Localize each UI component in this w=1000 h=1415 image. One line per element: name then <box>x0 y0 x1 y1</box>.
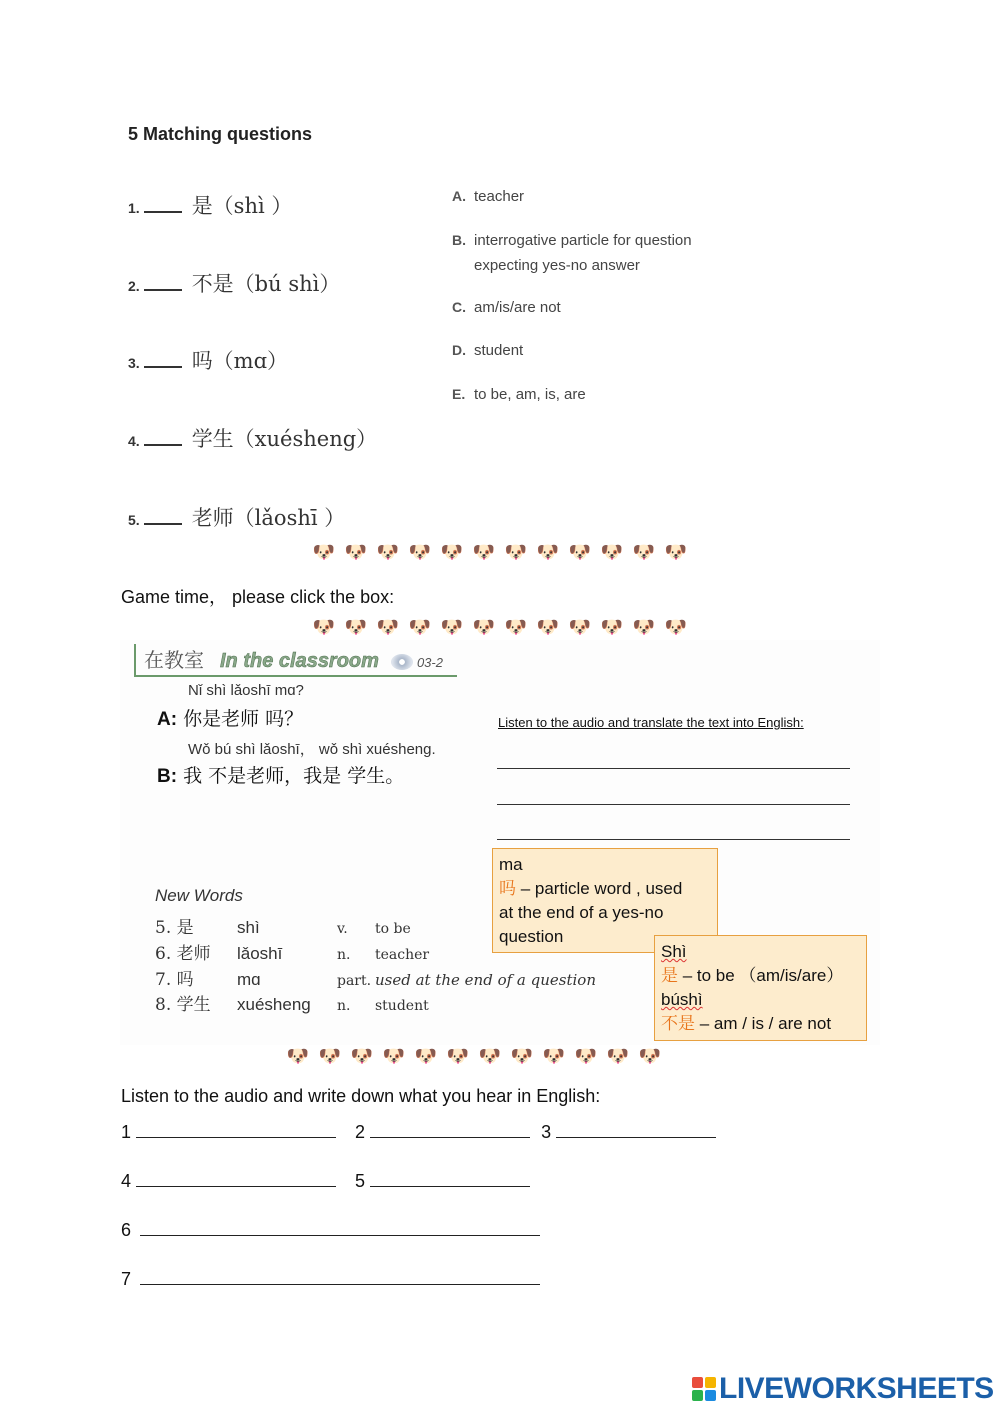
liveworksheets-logo[interactable] <box>692 1372 994 1406</box>
dog-icon: 🐶 <box>638 1046 662 1066</box>
section-title-chinese: 在教室 <box>144 648 204 672</box>
word-char: 6. 老师 <box>155 944 211 964</box>
section-title-english: In the classroom <box>220 650 379 672</box>
question-number: 5. <box>128 512 140 528</box>
dog-icon: 🐶 <box>344 617 368 637</box>
question-3 <box>128 345 288 375</box>
answer-row-4 <box>121 1269 540 1290</box>
dog-icon: 🐶 <box>510 1046 534 1066</box>
option-text: am/is/are not <box>474 299 561 316</box>
dog-icon: 🐶 <box>606 1046 630 1066</box>
option-text: to be, am, is, are <box>474 386 586 403</box>
dog-icon: 🐶 <box>504 542 528 562</box>
word-meaning: used at the end of a question <box>375 971 597 989</box>
answer-blank-2[interactable] <box>144 273 182 291</box>
dog-icon: 🐶 <box>382 1046 406 1066</box>
dog-icon: 🐶 <box>376 542 400 562</box>
word-pinyin: xuésheng <box>237 995 311 1014</box>
answer-row-2 <box>121 1171 530 1192</box>
logo-mark-icon <box>692 1377 716 1401</box>
note-shi <box>654 935 867 1041</box>
question-text: 是（shì ） <box>191 194 293 218</box>
answer-number: 4 <box>121 1171 132 1191</box>
dog-icon: 🐶 <box>568 542 592 562</box>
note-ma-char: 吗 <box>499 879 516 898</box>
dialogue-text: 我 不是老师，我是 学生。 <box>183 765 405 787</box>
dog-icon: 🐶 <box>414 1046 438 1066</box>
dog-icon: 🐶 <box>664 542 688 562</box>
translate-answer-line-2[interactable] <box>497 804 850 805</box>
dog-icon: 🐶 <box>478 1046 502 1066</box>
dog-icon: 🐶 <box>536 617 560 637</box>
word-pos: part. <box>337 973 372 989</box>
dog-icon: 🐶 <box>446 1046 470 1066</box>
word-meaning: student <box>375 998 429 1014</box>
answer-line-4[interactable] <box>136 1172 336 1187</box>
answer-line-6[interactable] <box>140 1221 540 1236</box>
question-number: 2. <box>128 278 140 294</box>
answer-number: 3 <box>541 1122 552 1142</box>
new-word-row <box>155 990 429 1015</box>
dog-icon: 🐶 <box>318 1046 342 1066</box>
word-pos: v. <box>337 921 348 937</box>
word-pinyin: lǎoshī <box>237 944 283 963</box>
note-bushi-pinyin: búshì <box>661 990 703 1009</box>
new-word-row <box>155 913 411 938</box>
question-2 <box>128 268 340 298</box>
question-text: 不是（bú shì） <box>191 272 341 296</box>
word-pinyin: shì <box>237 918 260 937</box>
dog-icon: 🐶 <box>344 542 368 562</box>
dialogue-text: 你是老师 吗？ <box>183 708 304 730</box>
note-shi-pinyin: Shì <box>661 942 687 961</box>
new-words-title: New Words <box>155 886 243 905</box>
dog-icon: 🐶 <box>504 617 528 637</box>
logo-text: LIVEWORKSHEETS <box>719 1372 994 1405</box>
question-number: 1. <box>128 200 140 216</box>
word-char: 8. 学生 <box>155 995 211 1015</box>
question-number: 3. <box>128 355 140 371</box>
word-char: 5. 是 <box>155 918 194 938</box>
word-char: 7. 吗 <box>155 970 194 990</box>
listen-write-instruction: Listen to the audio and write down what you hear in English: <box>121 1086 601 1106</box>
question-number: 4. <box>128 433 140 449</box>
answer-blank-4[interactable] <box>144 428 182 446</box>
note-bushi-def: – am / is / are not <box>695 1014 832 1033</box>
dog-icon: 🐶 <box>408 617 432 637</box>
question-text: 吗（mɑ） <box>191 349 289 373</box>
dialogue-b-pinyin: Wǒ bú shì lǎoshī， wǒ shì xuésheng. <box>188 741 436 758</box>
note-ma-dash: – particle word , used <box>516 879 683 898</box>
option-text: interrogative particle for question expecting yes-no answer <box>474 232 692 274</box>
note-bushi-definition <box>661 1012 860 1036</box>
word-pos: n. <box>337 998 351 1014</box>
dog-decoration-row-2 <box>0 617 1000 638</box>
option-a <box>452 184 734 209</box>
dog-icon: 🐶 <box>600 542 624 562</box>
answer-line-7[interactable] <box>140 1270 540 1285</box>
dog-icon: 🐶 <box>568 617 592 637</box>
section-title: 5 Matching questions <box>128 124 313 144</box>
dog-icon: 🐶 <box>472 542 496 562</box>
answer-number: 5 <box>355 1171 366 1191</box>
note-ma-rest-1: at the end of a yes-no <box>499 903 664 922</box>
option-c <box>452 295 734 320</box>
option-letter: B. <box>452 232 466 248</box>
dog-icon: 🐶 <box>376 617 400 637</box>
note-shi-definition <box>661 964 860 988</box>
answer-blank-3[interactable] <box>144 350 182 368</box>
answer-line-2[interactable] <box>370 1123 530 1138</box>
translate-answer-line-3[interactable] <box>497 839 850 840</box>
dog-icon: 🐶 <box>312 542 336 562</box>
answer-line-1[interactable] <box>136 1123 336 1138</box>
dialogue-a-pinyin: Nǐ shì lǎoshī mɑ? <box>188 682 304 699</box>
translate-answer-line-1[interactable] <box>497 768 850 769</box>
note-shi-def: – to be （am/is/are） <box>678 966 844 985</box>
option-letter: E. <box>452 386 466 402</box>
answer-number: 2 <box>355 1122 366 1142</box>
answer-number: 6 <box>121 1220 132 1240</box>
note-ma-definition <box>499 877 711 901</box>
option-text: teacher <box>474 188 525 205</box>
word-pinyin: mɑ <box>237 970 261 989</box>
question-5 <box>128 502 345 532</box>
answer-blank-1[interactable] <box>144 195 182 213</box>
dog-icon: 🐶 <box>440 542 464 562</box>
question-1 <box>128 190 292 220</box>
option-letter: D. <box>452 342 466 358</box>
word-pos: n. <box>337 947 351 963</box>
answer-number: 1 <box>121 1122 132 1142</box>
answer-number: 7 <box>121 1269 132 1289</box>
note-ma-rest-2: question <box>499 927 564 946</box>
dog-icon: 🐶 <box>600 617 624 637</box>
option-letter: A. <box>452 188 466 204</box>
dog-icon: 🐶 <box>350 1046 374 1066</box>
option-text: student <box>474 342 524 359</box>
dog-icon: 🐶 <box>574 1046 598 1066</box>
dog-decoration-row-1 <box>0 542 1000 563</box>
audio-disc-icon[interactable] <box>391 654 413 670</box>
option-letter: C. <box>452 299 466 315</box>
dog-icon: 🐶 <box>632 617 656 637</box>
dog-icon: 🐶 <box>536 542 560 562</box>
dog-icon: 🐶 <box>632 542 656 562</box>
word-meaning: to be <box>375 921 411 937</box>
option-d <box>452 338 734 363</box>
option-e <box>452 382 734 407</box>
speaker-label: A: <box>157 709 178 730</box>
answer-line-3[interactable] <box>556 1123 716 1138</box>
note-shi-char: 是 <box>661 966 678 985</box>
speaker-label: B: <box>157 766 178 787</box>
dog-icon: 🐶 <box>286 1046 310 1066</box>
note-bushi-char: 不是 <box>661 1014 695 1033</box>
dog-icon: 🐶 <box>542 1046 566 1066</box>
dog-icon: 🐶 <box>664 617 688 637</box>
dog-decoration-row-3 <box>0 1046 1000 1067</box>
new-word-row <box>155 965 596 990</box>
dog-icon: 🐶 <box>472 617 496 637</box>
question-4 <box>128 423 377 453</box>
answer-line-5[interactable] <box>370 1172 530 1187</box>
answer-blank-5[interactable] <box>144 507 182 525</box>
translate-instruction: Listen to the audio and translate the text into English: <box>498 715 804 730</box>
dialogue-a-hanzi <box>157 704 303 731</box>
track-number: 03-2 <box>416 655 443 670</box>
note-ma-pinyin: ma <box>499 855 523 874</box>
word-meaning: teacher <box>375 947 430 963</box>
dog-icon: 🐶 <box>312 617 336 637</box>
answer-row-1 <box>121 1122 716 1143</box>
option-b <box>452 228 734 278</box>
game-instruction: Game time， please click the box: <box>121 587 395 607</box>
question-text: 老师（lǎoshī ） <box>191 506 346 530</box>
answer-row-3 <box>121 1220 540 1241</box>
dialogue-b-hanzi <box>157 761 404 788</box>
question-text: 学生（xuésheng） <box>191 427 378 451</box>
dog-icon: 🐶 <box>440 617 464 637</box>
section-header <box>134 644 457 677</box>
dog-icon: 🐶 <box>408 542 432 562</box>
new-word-row <box>155 939 429 964</box>
